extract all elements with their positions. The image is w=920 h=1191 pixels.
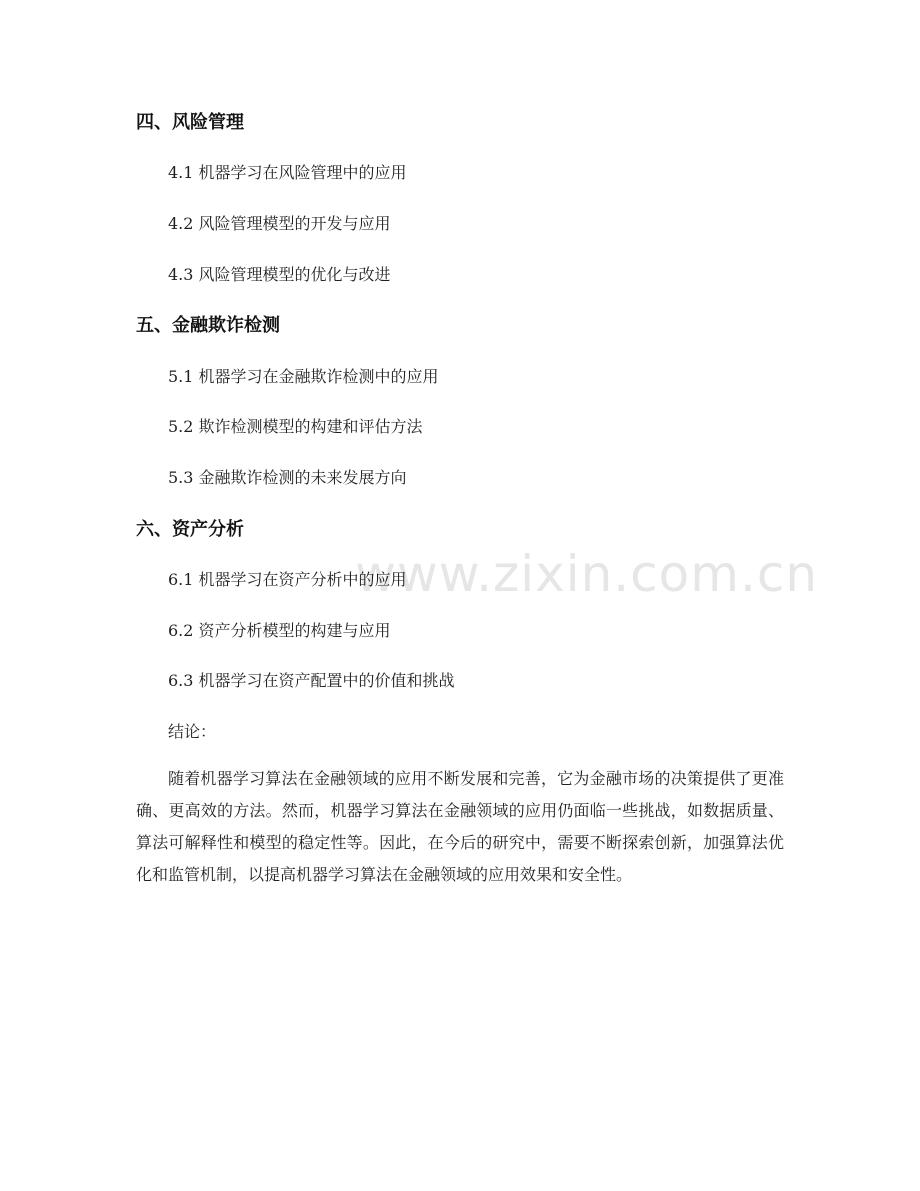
subsection-item-6-1: 6.1 机器学习在资产分析中的应用	[168, 570, 407, 589]
section-heading-asset-analysis: 六、资产分析	[136, 519, 244, 540]
subsection-item-5-3: 5.3 金融欺诈检测的未来发展方向	[168, 468, 407, 487]
subsection-item-6-2: 6.2 资产分析模型的构建与应用	[168, 621, 391, 640]
watermark: www.zixin.com.cn	[355, 545, 819, 603]
section-heading-risk-management: 四、风险管理	[136, 112, 244, 133]
section-heading-fraud-detection: 五、金融欺诈检测	[136, 315, 280, 336]
subsection-item-4-3: 4.3 风险管理模型的优化与改进	[168, 265, 391, 284]
subsection-item-4-1: 4.1 机器学习在风险管理中的应用	[168, 163, 407, 182]
subsection-item-5-2: 5.2 欺诈检测模型的构建和评估方法	[168, 417, 423, 436]
subsection-item-6-3: 6.3 机器学习在资产配置中的价值和挑战	[168, 671, 455, 690]
subsection-item-5-1: 5.1 机器学习在金融欺诈检测中的应用	[168, 367, 439, 386]
subsection-item-4-2: 4.2 风险管理模型的开发与应用	[168, 214, 391, 233]
conclusion-paragraph: 随着机器学习算法在金融领域的应用不断发展和完善，它为金融市场的决策提供了更准确、更高效的方法。然而，机器学习算法在金融领域的应用仍面临一些挑战，如数据质量、算法可解释性和模型的稳定性等。因此，在今后的研究中，需要不断探索创新，加强算法优化和监管机制，以提高机器学习算法在金融领域的应用效果和安全性。	[136, 769, 784, 884]
conclusion-label: 结论：	[168, 722, 217, 741]
